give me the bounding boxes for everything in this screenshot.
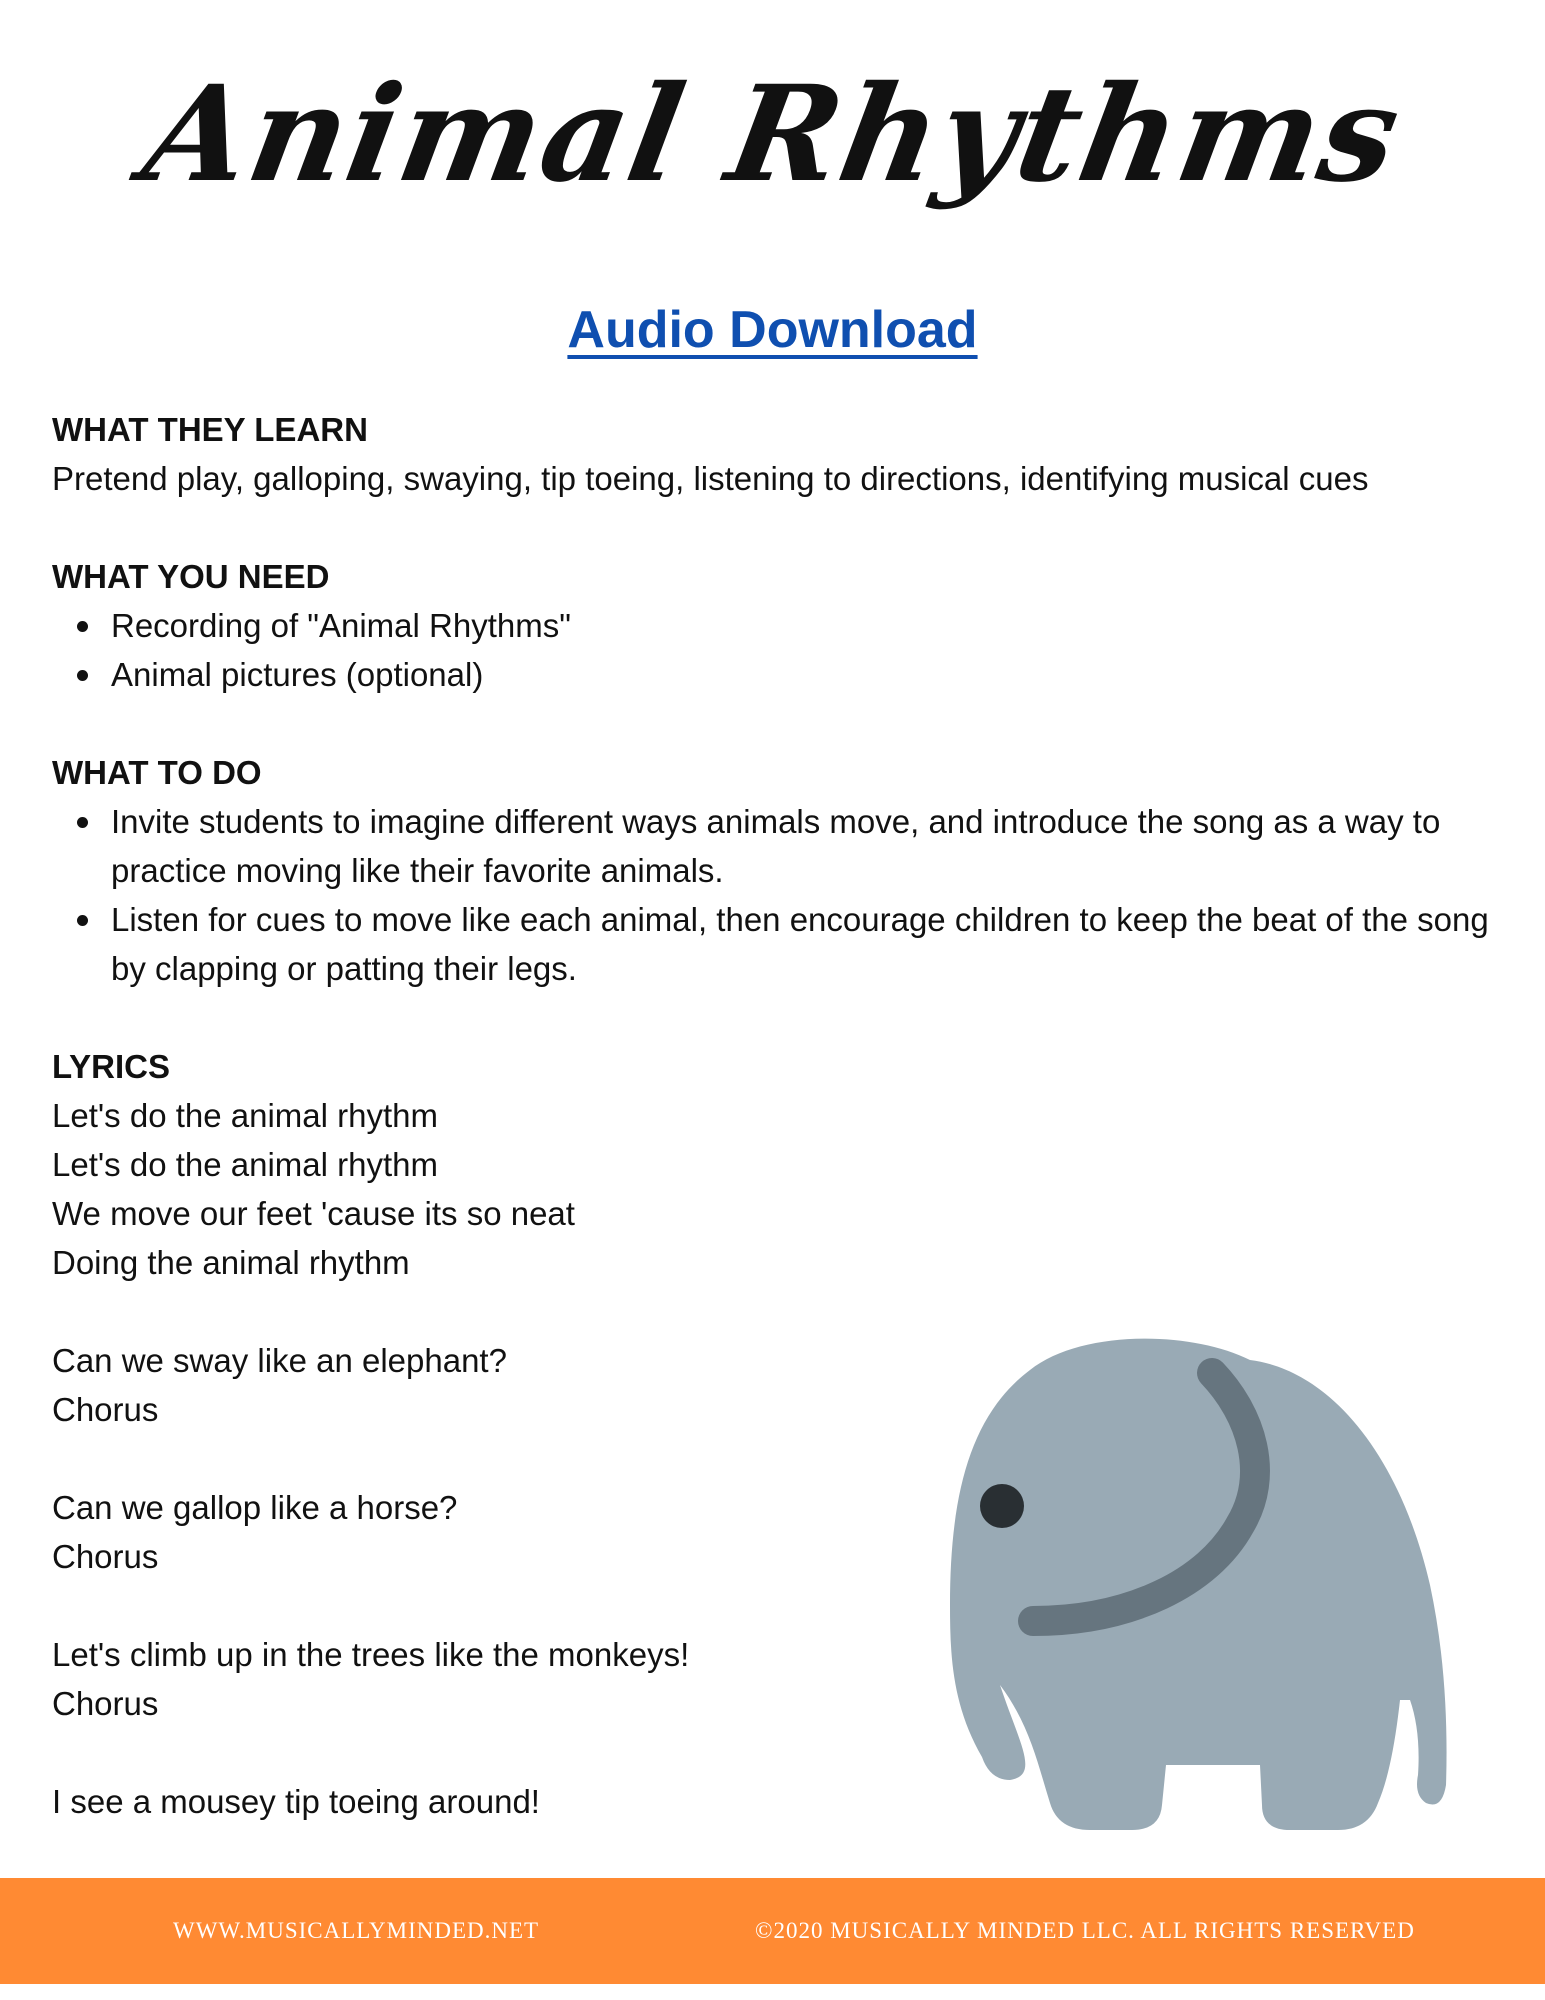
lyric-line: Can we gallop like a horse? xyxy=(52,1489,458,1526)
what-you-need-list xyxy=(52,601,1492,699)
lyrics-heading: LYRICS xyxy=(52,1048,170,1085)
what-they-learn-section xyxy=(52,405,1492,503)
what-they-learn-heading: WHAT THEY LEARN xyxy=(52,411,368,448)
lyric-line: Let's do the animal rhythm xyxy=(52,1146,438,1183)
lyric-line: I see a mousey tip toeing around! xyxy=(52,1783,540,1820)
what-you-need-heading: WHAT YOU NEED xyxy=(52,558,330,595)
lyric-line: Chorus xyxy=(52,1538,159,1575)
lyric-line: Chorus xyxy=(52,1391,159,1428)
list-item: Animal pictures (optional) xyxy=(52,650,1492,699)
what-to-do-section xyxy=(52,748,1492,993)
what-you-need-section xyxy=(52,552,1492,699)
audio-download-link[interactable]: Audio Download xyxy=(567,301,978,359)
list-item: Listen for cues to move like each animal, then encourage children to keep the beat of the song by clapping or patting their legs. xyxy=(52,895,1492,993)
lyric-line: Chorus xyxy=(52,1685,159,1722)
list-item: Invite students to imagine different ways animals move, and introduce the song as a way to practice moving like their favorite animals. xyxy=(52,797,1492,895)
list-item: Recording of "Animal Rhythms" xyxy=(52,601,1492,650)
what-to-do-heading: WHAT TO DO xyxy=(52,754,262,791)
page-title: Animal Rhythms xyxy=(133,57,1412,212)
elephant-eye xyxy=(980,1484,1024,1528)
elephant-icon xyxy=(890,1325,1470,1835)
lyric-line: We move our feet 'cause its so neat xyxy=(52,1195,575,1232)
what-they-learn-text: Pretend play, galloping, swaying, tip toeing, listening to directions, identifying musical cues xyxy=(52,460,1369,497)
footer xyxy=(0,1878,1545,1984)
lyric-line: Let's climb up in the trees like the monkeys! xyxy=(52,1636,690,1673)
footer-copyright: ©2020 MUSICALLY MINDED LLC. ALL RIGHTS RESERVED xyxy=(755,1918,1415,1943)
lyric-line: Doing the animal rhythm xyxy=(52,1244,410,1281)
lyric-line: Let's do the animal rhythm xyxy=(52,1097,438,1134)
what-to-do-list xyxy=(52,797,1492,993)
lyric-line: Can we sway like an elephant? xyxy=(52,1342,507,1379)
audio-download-container xyxy=(0,300,1545,360)
footer-website: WWW.MUSICALLYMINDED.NET xyxy=(173,1918,540,1943)
